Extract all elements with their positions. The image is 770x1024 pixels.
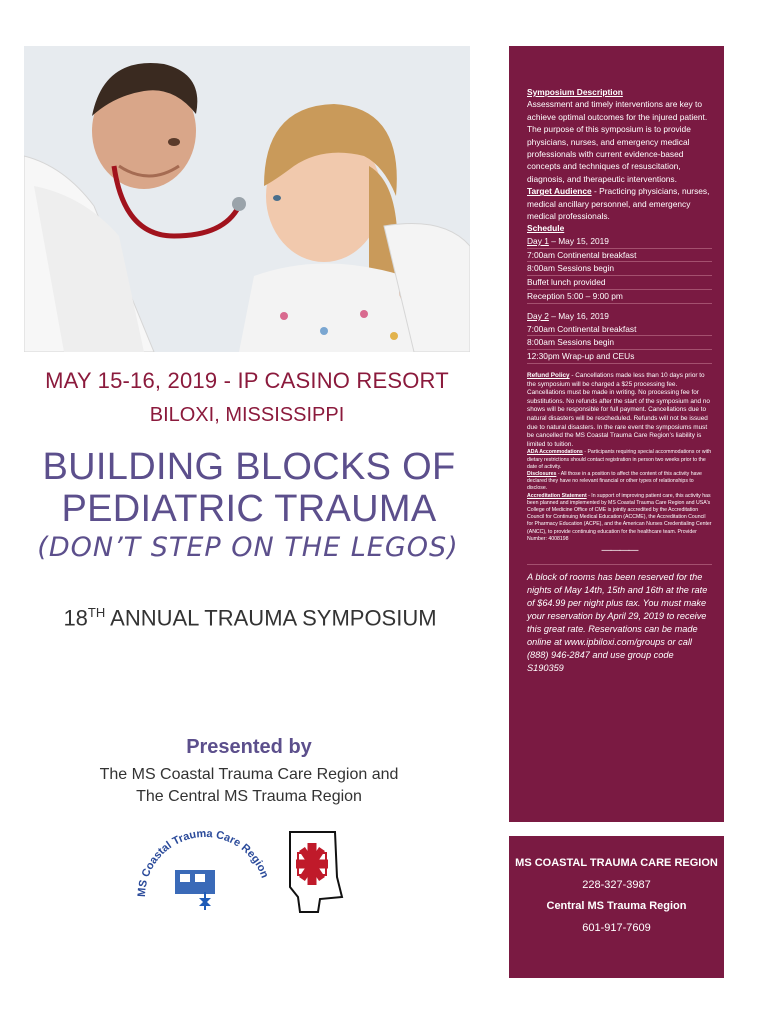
- day1-item: Buffet lunch provided: [527, 276, 712, 290]
- ada-heading: ADA Accommodations: [527, 449, 583, 456]
- coastal-logo-arc-text: MS Coastal Trauma Care Region: [135, 827, 271, 898]
- audience-section: [527, 185, 712, 222]
- day1-line: [527, 235, 712, 249]
- mississippi-state-logo: [280, 827, 350, 917]
- day1-item: 7:00am Continental breakfast: [527, 249, 712, 263]
- refund-section: [527, 372, 712, 449]
- disclosures-section: [527, 471, 712, 493]
- symposium-info-panel: [509, 46, 724, 822]
- presented-by-heading: Presented by: [186, 736, 312, 758]
- annual-text: ANNUAL TRAUMA SYMPOSIUM: [105, 605, 437, 631]
- schedule-heading: Schedule: [527, 223, 565, 234]
- presenters: [24, 764, 474, 808]
- audience-heading: Target Audience: [527, 186, 592, 197]
- refund-heading: Refund Policy: [527, 372, 570, 380]
- annual-suffix: TH: [87, 605, 106, 620]
- day1-item: 8:00am Sessions begin: [527, 262, 712, 276]
- schedule-section: [527, 222, 712, 364]
- annual-number: 18: [63, 605, 88, 631]
- hero-photo-doctor-child: [24, 46, 470, 352]
- org1-name: MS COASTAL TRAUMA CARE REGION: [515, 857, 718, 869]
- presenter-line-2: The Central MS Trauma Region: [136, 788, 362, 805]
- disclosures-body: - All those in a position to affect the content of this activity have declared they have no relevant financial or other types of relationships to disclose.: [527, 471, 702, 492]
- org2-name: Central MS Trauma Region: [546, 900, 687, 912]
- symposium-subtitle: (DON’T STEP ON THE LEGOS): [37, 532, 459, 563]
- day2-line: [527, 310, 712, 323]
- audience-body: - Practicing physicians, nurses, medical ancillary personnel, and emergency medical professionals.: [527, 186, 710, 222]
- accreditation-body: - In support of improving patient care, this activity has been planned and implemented by MS Coastal Trauma Care Region and USA's College of Medicine Office of CME is jointly accredited by the Accreditation Council for Continuing Medical Education (ACCME), the Accreditation Council for Pharmacy Education (ACPE), and the American Nurses Credentialing Center (ANCC), to provide continuing education for the healthcare team. Provider Number: 4008198: [527, 492, 712, 542]
- description-heading: Symposium Description: [527, 87, 623, 97]
- org1-phone: 228-327-3987: [582, 879, 651, 891]
- description-body: Assessment and timely interventions are key to achieve optimal outcomes for the injured patient. The purpose of this symposium is to provide physicians, nurses, and emergency medical professionals with current evidence-based concepts and techniques of resuscitation, diagnosis, and therapeutic interventions.: [527, 99, 708, 184]
- ada-body: - Participants requiring special accommodations or with dietary restrictions should contact registration in person two weeks prior to the date of activity.: [527, 449, 712, 470]
- contact-panel: [509, 836, 724, 978]
- day2-date: – May 16, 2019: [548, 310, 609, 321]
- day1-date: – May 15, 2019: [548, 235, 609, 246]
- annual-heading: [10, 605, 490, 631]
- day2-label: Day 2: [527, 310, 549, 321]
- event-date-location: MAY 15-16, 2019 - IP CASINO RESORT: [45, 368, 449, 393]
- title-line-2: PEDIATRIC TRAUMA: [61, 488, 437, 530]
- refund-body: - Cancellations made less than 10 days prior to the symposium will be charged a $25 processing fee. Cancellations must be made in writing. No processing fee for substitutions. No refunds after the start of the symposium and no shows will be responsible for full payment. Cancellations due to natural disasters will be rescheduled. Refunds will not be issued due to natural disasters. In the rare event the symposiums must be cancelled the MS Coastal Trauma Care Region’s liability is limited to tuition.: [527, 372, 710, 448]
- org2-phone: 601-917-7609: [582, 922, 651, 934]
- hotel-reservation-note: A block of rooms has been reserved for the nights of May 14th, 15th and 16th at the rate of $64.99 per night plus tax. You must make your reservation by April 29, 2019 to receive this great rate. Reservations can be made online at www.ipbiloxi.com/groups or call (888) 946-2847 and use group code S190359: [527, 564, 712, 675]
- disclosures-heading: Disclosures: [527, 471, 557, 477]
- symposium-title: [14, 446, 484, 530]
- section-divider: ――――: [601, 545, 638, 557]
- accreditation-section: [527, 493, 712, 543]
- logos: [130, 822, 360, 922]
- presenter-line-1: The MS Coastal Trauma Care Region and: [99, 766, 399, 783]
- event-city: BILOXI, MISSISSIPPI: [149, 404, 345, 426]
- day1-label: Day 1: [527, 235, 549, 246]
- day1-item: Reception 5:00 – 9:00 pm: [527, 290, 712, 304]
- doctor-child-illustration: [24, 46, 470, 352]
- title-line-1: BUILDING BLOCKS OF: [42, 446, 456, 488]
- day2-item: 8:00am Sessions begin: [527, 336, 712, 350]
- accreditation-heading: Accreditation Statement: [527, 492, 587, 499]
- day2-item: 7:00am Continental breakfast: [527, 323, 712, 337]
- ada-section: [527, 449, 712, 471]
- description-section: [527, 86, 712, 185]
- day2-item: 12:30pm Wrap-up and CEUs: [527, 350, 712, 364]
